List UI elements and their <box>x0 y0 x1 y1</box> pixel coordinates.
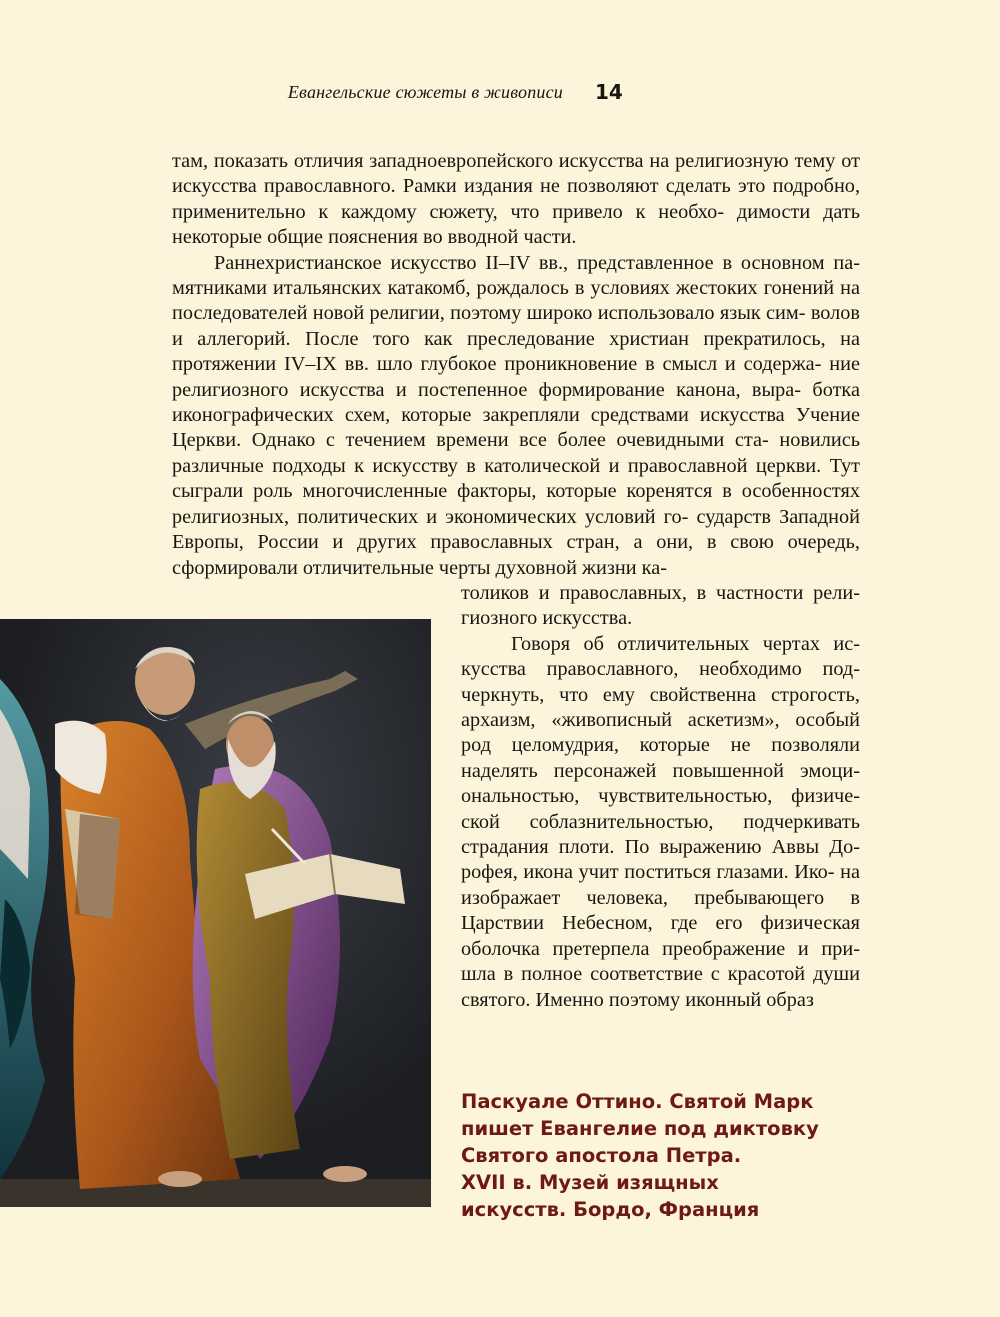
running-header <box>0 80 1000 110</box>
text-line: святого. Именно поэтому иконный образ <box>461 988 814 1011</box>
text-line: ональностью, чувствительностью, физиче- <box>461 785 860 808</box>
text-line: рофея, икона учит поститься глазами. Ико- <box>461 861 835 884</box>
text-line: ской соблазнительностью, подчеркивать <box>461 810 860 833</box>
figure-caption <box>461 1088 881 1223</box>
text-line: церкви. Тут сыграли роль многочисленные факторы, которые коренятся <box>172 454 860 503</box>
text-line: на последователей новой религии, поэтому широко использовало язык сим- <box>172 277 860 325</box>
paragraph-early-christian-art <box>172 251 860 581</box>
painting-saint-mark-illustration <box>0 619 431 1207</box>
text-line: в свою очередь, сформировали отличительные черты духовной жизни ка- <box>172 531 860 579</box>
text-line: на изображает человека, пребывающего <box>461 861 860 909</box>
painting-image <box>0 619 431 1207</box>
text-line: оболочка претерпела преображение и при- <box>461 937 860 960</box>
text-line: род целомудрия, которые не позволяли <box>461 734 860 757</box>
text-line: это подробно, применительно к каждому сюжету, что привело к необхо- <box>172 175 861 223</box>
text-line: на протяжении IV–IX вв. шло глубокое проникновение в смысл и содержа- <box>172 327 860 376</box>
text-line: в Царствии Небесном, где его физическая <box>461 886 860 935</box>
text-line: волов и аллегорий. После того как преследование христиан прекратилось, <box>172 302 861 350</box>
text-line: Учение Церкви. Однако с течением времени все более очевидными ста- <box>172 404 860 452</box>
text-line: шла в полное соответствие с красотой души <box>461 963 860 986</box>
body-text-right-column <box>461 581 860 1013</box>
text-line: Раннехристианское искусство II–IV вв., представленное в основном па- <box>214 251 860 274</box>
text-line: новились различные подходы к искусству в католической и православной <box>172 429 861 477</box>
text-line: кусства православного, необходимо под- <box>461 658 860 681</box>
text-line: наделять персонажей повышенной эмоци- <box>461 759 860 782</box>
text-line: там, показать отличия западноевропейского искусства на религиозную <box>172 150 795 172</box>
text-line: мятниками итальянских катакомб, рождалось в условиях жестоких гонений <box>172 277 841 300</box>
caption-line: Святого апостола Петра. <box>461 1144 742 1167</box>
paragraph-continued <box>172 149 860 251</box>
caption-line: пишет Евангелие под диктовку <box>461 1117 819 1140</box>
text-line: Говоря об отличительных чертах ис- <box>511 632 860 655</box>
text-line: страдания плоти. По выражению Аввы До- <box>461 836 860 859</box>
text-line: толиков и православных, в частности рели- <box>461 582 860 604</box>
paragraph-continued-right <box>461 581 860 632</box>
page-number: 14 <box>595 80 623 104</box>
text-line: димости дать некоторые общие пояснения во вводной части. <box>172 200 860 249</box>
text-line: гиозного искусства. <box>461 607 633 630</box>
caption-line: Паскуале Оттино. Святой Марк <box>461 1090 814 1113</box>
text-line: тему от искусства православного. Рамки издания не позволяют сделать <box>172 150 860 198</box>
text-line: архаизм, «живописный аскетизм», особый <box>461 709 860 732</box>
paragraph-orthodox-art <box>461 632 860 1013</box>
text-line: сударств Западной Европы, России и других православных стран, а они, <box>172 505 860 554</box>
header-title: Евангельские сюжеты в живописи <box>287 82 563 102</box>
text-line: в особенностях религиозных, политических и экономических условий го- <box>172 480 860 528</box>
text-line: черкнуть, что ему свойственна строгость, <box>461 683 860 706</box>
caption-line: XVII в. Музей изящных <box>461 1171 719 1194</box>
text-line: ние религиозного искусства и постепенное формирование канона, выра- <box>172 353 860 401</box>
text-line: ботка иконографических схем, которые закрепляли средствами искусства <box>172 378 860 427</box>
body-text-top <box>172 149 860 581</box>
caption-line: искусств. Бордо, Франция <box>461 1198 760 1221</box>
